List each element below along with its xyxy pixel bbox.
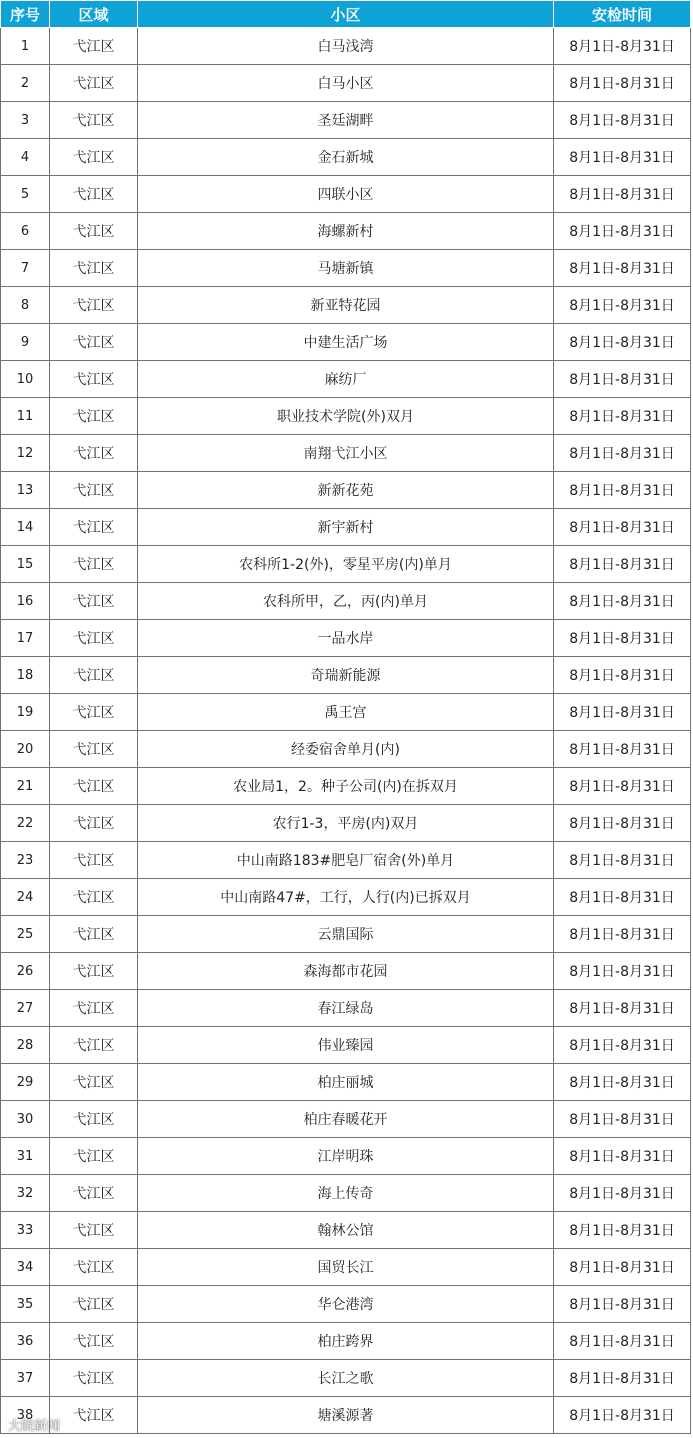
- cell-community: 四联小区: [138, 176, 554, 213]
- header-community: 小区: [138, 1, 554, 28]
- table-row: [1, 361, 691, 398]
- cell-period: 8月1日-8月31日: [554, 324, 691, 361]
- cell-period: 8月1日-8月31日: [554, 620, 691, 657]
- cell-period: 8月1日-8月31日: [554, 1138, 691, 1175]
- cell-district: 弋江区: [50, 435, 138, 472]
- cell-community: 奇瑞新能源: [138, 657, 554, 694]
- cell-district: 弋江区: [50, 1286, 138, 1323]
- cell-period: 8月1日-8月31日: [554, 546, 691, 583]
- cell-district: 弋江区: [50, 805, 138, 842]
- cell-community: 云鼎国际: [138, 916, 554, 953]
- cell-period: 8月1日-8月31日: [554, 435, 691, 472]
- cell-community: 翰林公馆: [138, 1212, 554, 1249]
- cell-period: 8月1日-8月31日: [554, 990, 691, 1027]
- table-row: [1, 28, 691, 65]
- table-row: [1, 1138, 691, 1175]
- cell-district: 弋江区: [50, 990, 138, 1027]
- cell-no: 25: [1, 916, 50, 953]
- cell-district: 弋江区: [50, 250, 138, 287]
- cell-period: 8月1日-8月31日: [554, 768, 691, 805]
- table-row: [1, 139, 691, 176]
- cell-community: 一品水岸: [138, 620, 554, 657]
- cell-community: 海上传奇: [138, 1175, 554, 1212]
- cell-no: 23: [1, 842, 50, 879]
- table-row: [1, 287, 691, 324]
- cell-community: 柏庄跨界: [138, 1323, 554, 1360]
- cell-community: 马塘新镇: [138, 250, 554, 287]
- cell-district: 弋江区: [50, 509, 138, 546]
- cell-district: 弋江区: [50, 324, 138, 361]
- cell-no: 3: [1, 102, 50, 139]
- cell-district: 弋江区: [50, 287, 138, 324]
- cell-period: 8月1日-8月31日: [554, 1027, 691, 1064]
- cell-community: 森海都市花园: [138, 953, 554, 990]
- cell-period: 8月1日-8月31日: [554, 213, 691, 250]
- cell-no: 2: [1, 65, 50, 102]
- cell-district: 弋江区: [50, 620, 138, 657]
- cell-period: 8月1日-8月31日: [554, 879, 691, 916]
- cell-community: 白马浅湾: [138, 28, 554, 65]
- header-inspection-period: 安检时间: [554, 1, 691, 28]
- cell-no: 4: [1, 139, 50, 176]
- cell-district: 弋江区: [50, 1175, 138, 1212]
- cell-community: 新亚特花园: [138, 287, 554, 324]
- cell-period: 8月1日-8月31日: [554, 287, 691, 324]
- table-row: [1, 1027, 691, 1064]
- cell-community: 职业技术学院(外)双月: [138, 398, 554, 435]
- cell-period: 8月1日-8月31日: [554, 102, 691, 139]
- cell-period: 8月1日-8月31日: [554, 361, 691, 398]
- cell-district: 弋江区: [50, 1323, 138, 1360]
- cell-district: 弋江区: [50, 139, 138, 176]
- table-row: [1, 546, 691, 583]
- cell-period: 8月1日-8月31日: [554, 953, 691, 990]
- table-row: [1, 213, 691, 250]
- cell-period: 8月1日-8月31日: [554, 694, 691, 731]
- table-row: [1, 620, 691, 657]
- cell-community: 塘溪源著: [138, 1397, 554, 1434]
- cell-community: 南翔弋江小区: [138, 435, 554, 472]
- cell-community: 柏庄春暖花开: [138, 1101, 554, 1138]
- cell-district: 弋江区: [50, 1101, 138, 1138]
- cell-community: 圣廷湖畔: [138, 102, 554, 139]
- table-row: [1, 472, 691, 509]
- cell-period: 8月1日-8月31日: [554, 28, 691, 65]
- cell-community: 农行1-3，平房(内)双月: [138, 805, 554, 842]
- cell-no: 31: [1, 1138, 50, 1175]
- table-row: [1, 990, 691, 1027]
- watermark-logo: 大皖新闻: [8, 1419, 61, 1434]
- cell-district: 弋江区: [50, 953, 138, 990]
- cell-district: 弋江区: [50, 916, 138, 953]
- cell-district: 弋江区: [50, 1027, 138, 1064]
- table-row: [1, 250, 691, 287]
- cell-no: 33: [1, 1212, 50, 1249]
- cell-no: 1: [1, 28, 50, 65]
- cell-district: 弋江区: [50, 657, 138, 694]
- cell-district: 弋江区: [50, 694, 138, 731]
- table-row: [1, 509, 691, 546]
- header-no: 序号: [1, 1, 50, 28]
- cell-no: 24: [1, 879, 50, 916]
- cell-no: 15: [1, 546, 50, 583]
- cell-no: 20: [1, 731, 50, 768]
- cell-community: 中建生活广场: [138, 324, 554, 361]
- cell-community: 农科所1-2(外)，零星平房(内)单月: [138, 546, 554, 583]
- table-row: [1, 102, 691, 139]
- cell-district: 弋江区: [50, 28, 138, 65]
- cell-no: 10: [1, 361, 50, 398]
- cell-district: 弋江区: [50, 472, 138, 509]
- table-row: [1, 324, 691, 361]
- cell-district: 弋江区: [50, 583, 138, 620]
- table-row: [1, 842, 691, 879]
- cell-no: 32: [1, 1175, 50, 1212]
- cell-no: 35: [1, 1286, 50, 1323]
- cell-community: 新新花苑: [138, 472, 554, 509]
- cell-no: 16: [1, 583, 50, 620]
- cell-period: 8月1日-8月31日: [554, 472, 691, 509]
- cell-no: 22: [1, 805, 50, 842]
- cell-no: 8: [1, 287, 50, 324]
- header-district: 区域: [50, 1, 138, 28]
- table-row: [1, 694, 691, 731]
- cell-district: 弋江区: [50, 731, 138, 768]
- cell-period: 8月1日-8月31日: [554, 1323, 691, 1360]
- cell-community: 江岸明珠: [138, 1138, 554, 1175]
- cell-no: 19: [1, 694, 50, 731]
- cell-period: 8月1日-8月31日: [554, 250, 691, 287]
- cell-no: 28: [1, 1027, 50, 1064]
- cell-community: 农业局1，2。种子公司(内)在拆双月: [138, 768, 554, 805]
- cell-community: 金石新城: [138, 139, 554, 176]
- cell-district: 弋江区: [50, 176, 138, 213]
- table-row: [1, 731, 691, 768]
- cell-community: 新宇新村: [138, 509, 554, 546]
- cell-community: 伟业臻园: [138, 1027, 554, 1064]
- cell-community: 国贸长江: [138, 1249, 554, 1286]
- cell-no: 21: [1, 768, 50, 805]
- cell-district: 弋江区: [50, 398, 138, 435]
- cell-community: 中山南路47#，工行，人行(内)已拆双月: [138, 879, 554, 916]
- cell-district: 弋江区: [50, 546, 138, 583]
- cell-district: 弋江区: [50, 1249, 138, 1286]
- cell-period: 8月1日-8月31日: [554, 509, 691, 546]
- cell-period: 8月1日-8月31日: [554, 139, 691, 176]
- cell-period: 8月1日-8月31日: [554, 1360, 691, 1397]
- table-row: [1, 1064, 691, 1101]
- cell-no: 17: [1, 620, 50, 657]
- cell-no: 36: [1, 1323, 50, 1360]
- table-row: [1, 1397, 691, 1434]
- cell-period: 8月1日-8月31日: [554, 657, 691, 694]
- cell-district: 弋江区: [50, 1138, 138, 1175]
- cell-no: 34: [1, 1249, 50, 1286]
- cell-district: 弋江区: [50, 361, 138, 398]
- cell-district: 弋江区: [50, 1212, 138, 1249]
- cell-community: 禹王宫: [138, 694, 554, 731]
- cell-no: 26: [1, 953, 50, 990]
- cell-no: 18: [1, 657, 50, 694]
- cell-period: 8月1日-8月31日: [554, 1064, 691, 1101]
- cell-district: 弋江区: [50, 879, 138, 916]
- cell-no: 6: [1, 213, 50, 250]
- table-row: [1, 65, 691, 102]
- cell-no: 11: [1, 398, 50, 435]
- cell-district: 弋江区: [50, 213, 138, 250]
- cell-period: 8月1日-8月31日: [554, 842, 691, 879]
- table-row: [1, 583, 691, 620]
- cell-community: 长江之歌: [138, 1360, 554, 1397]
- cell-period: 8月1日-8月31日: [554, 65, 691, 102]
- cell-period: 8月1日-8月31日: [554, 1397, 691, 1434]
- cell-no: 14: [1, 509, 50, 546]
- cell-no: 29: [1, 1064, 50, 1101]
- table-row: [1, 768, 691, 805]
- table-row: [1, 398, 691, 435]
- cell-community: 华仑港湾: [138, 1286, 554, 1323]
- table-row: [1, 1360, 691, 1397]
- cell-period: 8月1日-8月31日: [554, 731, 691, 768]
- table-row: [1, 435, 691, 472]
- table-row: [1, 953, 691, 990]
- cell-community: 农科所甲，乙，丙(内)单月: [138, 583, 554, 620]
- cell-no: 7: [1, 250, 50, 287]
- table-row: [1, 805, 691, 842]
- table-row: [1, 916, 691, 953]
- cell-community: 中山南路183#肥皂厂宿舍(外)单月: [138, 842, 554, 879]
- cell-no: 37: [1, 1360, 50, 1397]
- cell-district: 弋江区: [50, 1064, 138, 1101]
- table-row: [1, 1101, 691, 1138]
- cell-community: 麻纺厂: [138, 361, 554, 398]
- cell-no: 5: [1, 176, 50, 213]
- cell-period: 8月1日-8月31日: [554, 805, 691, 842]
- cell-no: 38: [1, 1397, 50, 1434]
- cell-period: 8月1日-8月31日: [554, 1175, 691, 1212]
- table-row: [1, 1286, 691, 1323]
- cell-period: 8月1日-8月31日: [554, 1286, 691, 1323]
- cell-no: 27: [1, 990, 50, 1027]
- cell-no: 9: [1, 324, 50, 361]
- cell-district: 弋江区: [50, 842, 138, 879]
- table-row: [1, 1249, 691, 1286]
- cell-period: 8月1日-8月31日: [554, 176, 691, 213]
- cell-community: 经委宿舍单月(内): [138, 731, 554, 768]
- cell-period: 8月1日-8月31日: [554, 1212, 691, 1249]
- cell-period: 8月1日-8月31日: [554, 916, 691, 953]
- cell-no: 12: [1, 435, 50, 472]
- table-row: [1, 1175, 691, 1212]
- table-row: [1, 1212, 691, 1249]
- cell-no: 13: [1, 472, 50, 509]
- cell-period: 8月1日-8月31日: [554, 1249, 691, 1286]
- cell-district: 弋江区: [50, 1397, 138, 1434]
- cell-community: 海螺新村: [138, 213, 554, 250]
- cell-community: 春江绿岛: [138, 990, 554, 1027]
- cell-no: 30: [1, 1101, 50, 1138]
- cell-community: 白马小区: [138, 65, 554, 102]
- cell-district: 弋江区: [50, 1360, 138, 1397]
- cell-district: 弋江区: [50, 102, 138, 139]
- cell-period: 8月1日-8月31日: [554, 583, 691, 620]
- table-row: [1, 879, 691, 916]
- cell-period: 8月1日-8月31日: [554, 398, 691, 435]
- table-header-row: [1, 1, 691, 28]
- table-row: [1, 657, 691, 694]
- cell-district: 弋江区: [50, 65, 138, 102]
- cell-district: 弋江区: [50, 768, 138, 805]
- table-body: [1, 28, 691, 1434]
- cell-community: 柏庄丽城: [138, 1064, 554, 1101]
- table-row: [1, 176, 691, 213]
- table-row: [1, 1323, 691, 1360]
- cell-period: 8月1日-8月31日: [554, 1101, 691, 1138]
